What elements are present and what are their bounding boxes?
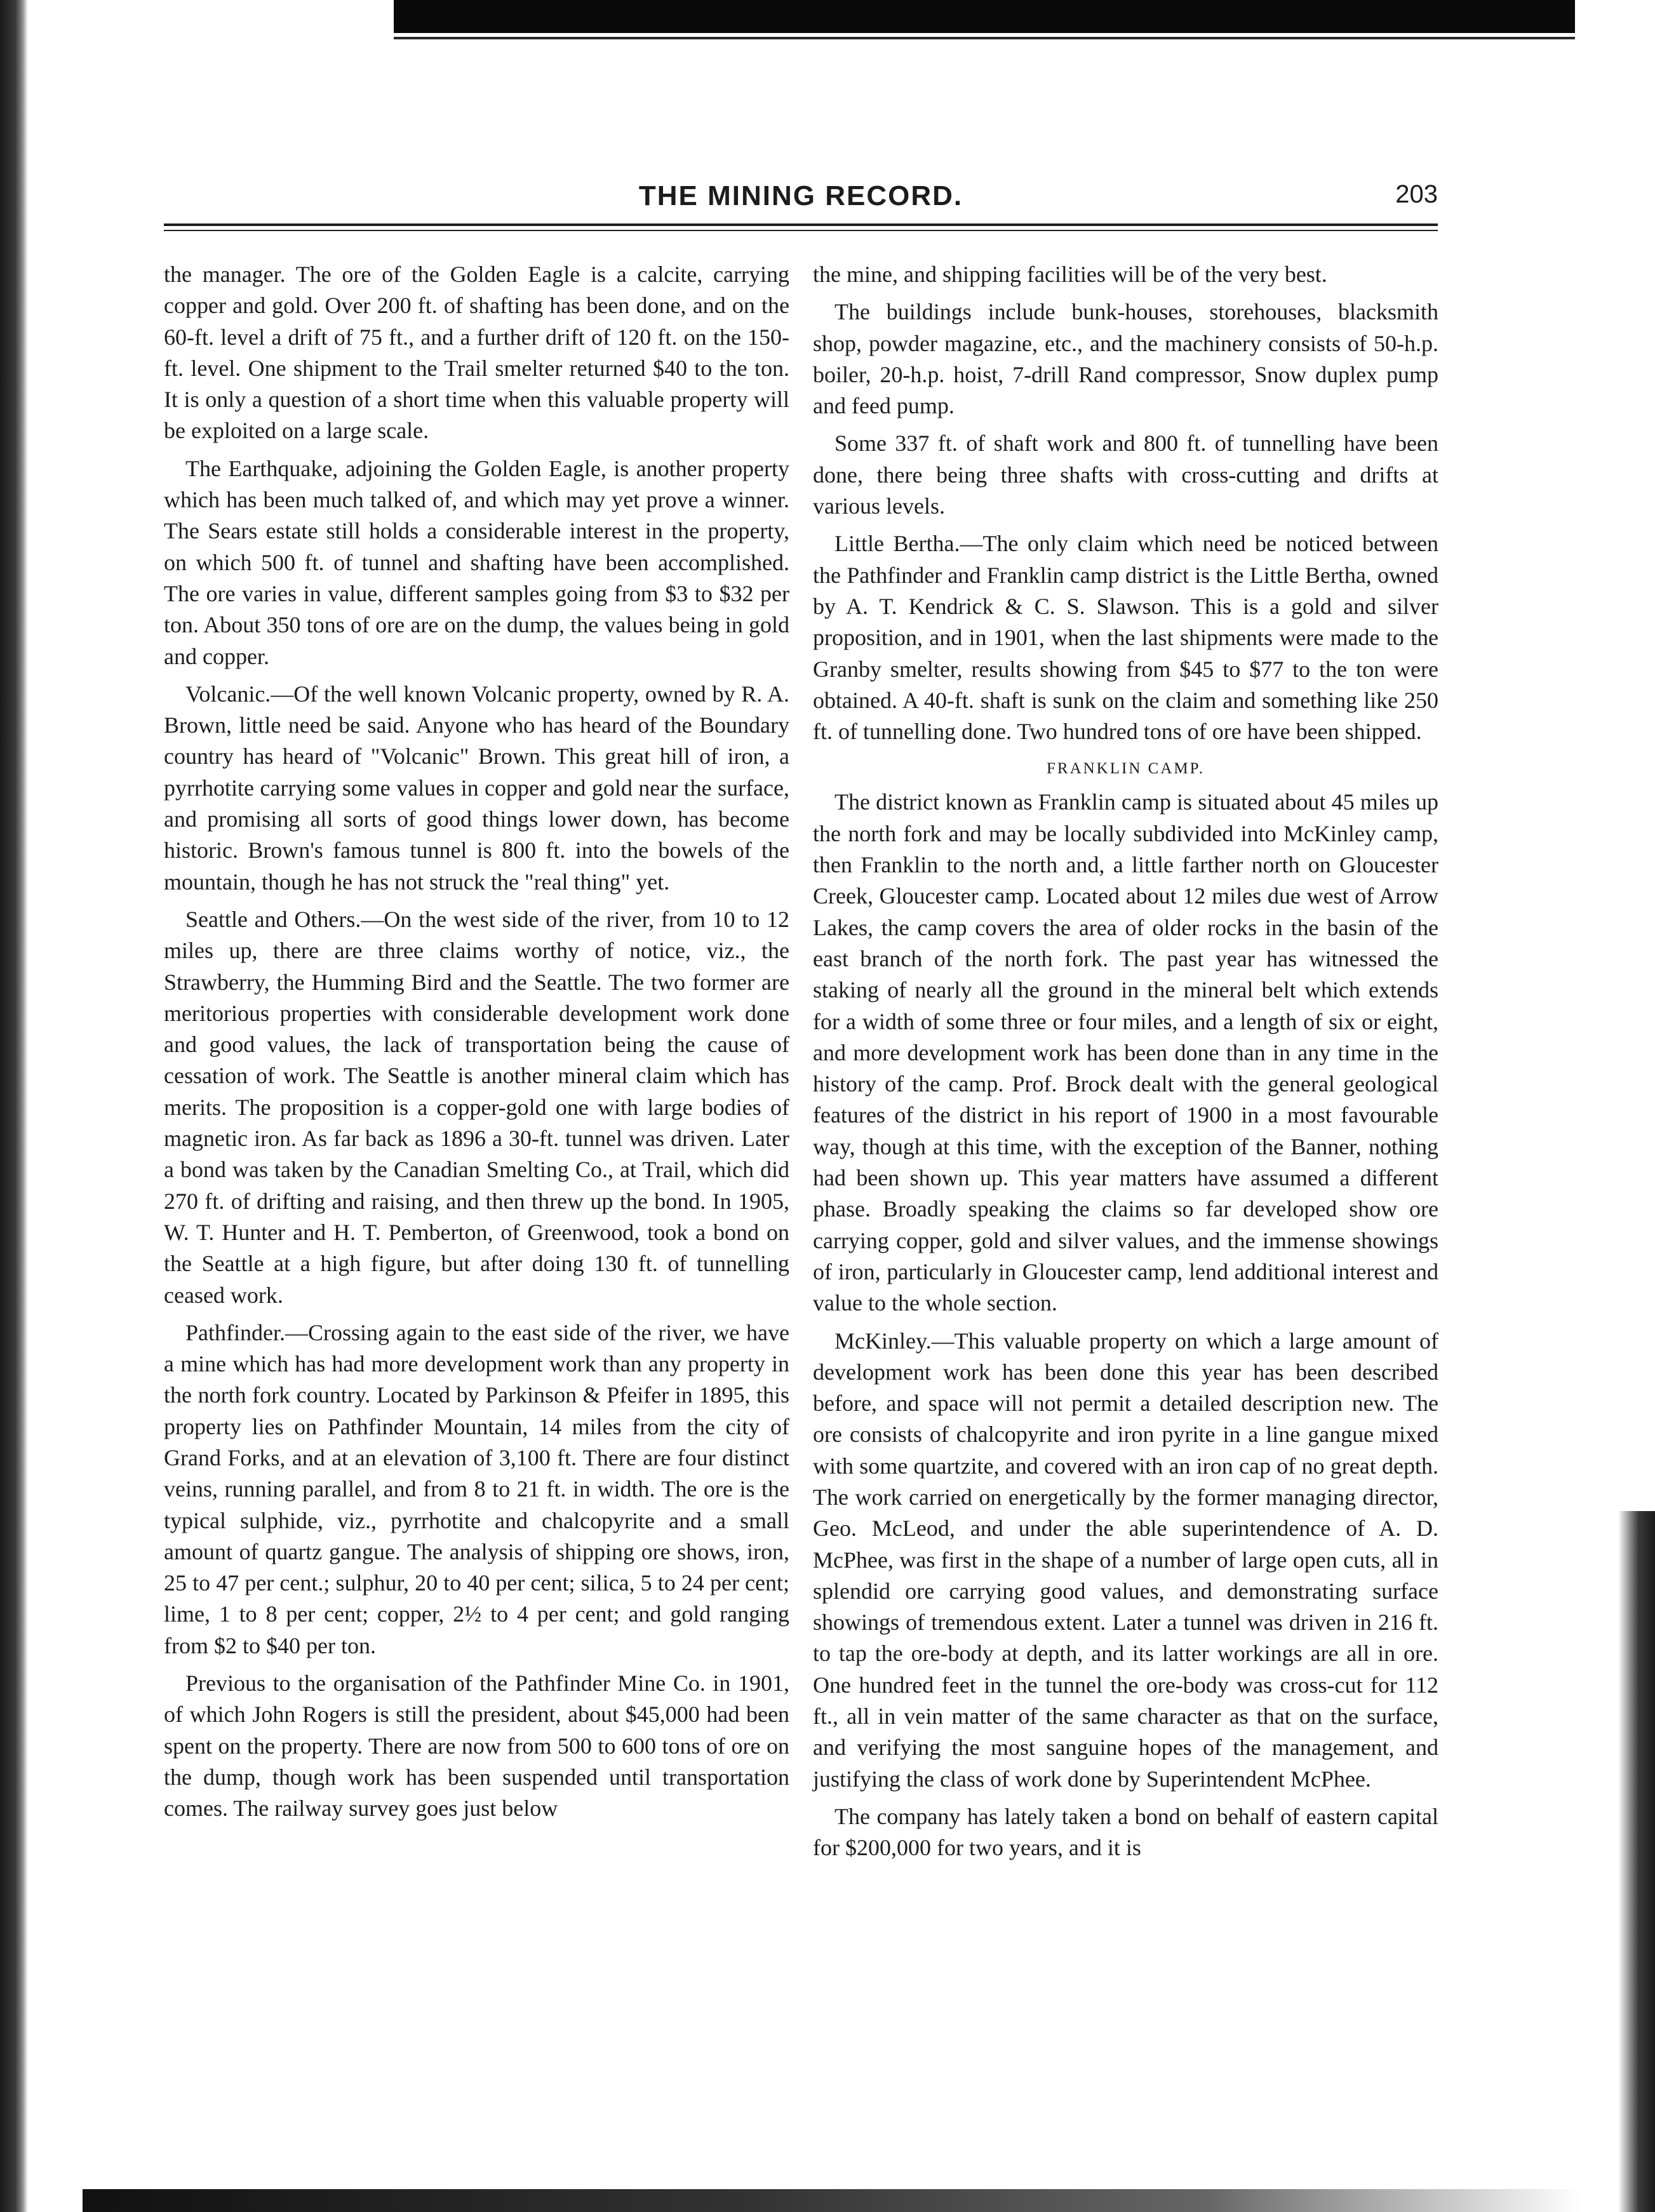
scan-right-edge-shadow — [1618, 1511, 1655, 2212]
paragraph: The company has lately taken a bond on behalf of eastern capital for $200,000 for two years, and it is — [813, 1803, 1438, 1861]
right-column — [813, 259, 1438, 1870]
section-heading: FRANKLIN CAMP. — [1047, 760, 1205, 778]
scan-top-border-line — [394, 37, 1575, 39]
scan-bottom-border — [83, 2189, 1581, 2212]
scan-top-border — [394, 0, 1575, 33]
page-title: THE MINING RECORD. — [638, 180, 963, 211]
scan-left-edge-shadow — [0, 0, 28, 2212]
paragraph: the mine, and shipping facilities will be of the very best. — [813, 262, 1327, 287]
header-rule-thin — [164, 230, 1438, 231]
paragraph: The buildings include bunk-houses, storehouses, blacksmith shop, powder magazine, etc., and the machinery consists of 50-h.p. boiler, 20-h.p. hoist, 7-drill Rand compressor, Snow duplex pump and feed pump. — [813, 299, 1438, 419]
running-header — [164, 178, 1438, 222]
paragraph: Volcanic.—Of the well known Volcanic property, owned by R. A. Brown, little need be said. Anyone who has heard of the Boundary country has heard of "Volcanic" Brown. This great hill of iron, a pyrrhotite carrying some values in copper and gold near the surface, and promising all sorts of good things lower down, has become historic. Brown's famous tunnel is 800 ft. into the bowels of the mountain, though he has not struck the "real thing" yet. — [164, 681, 789, 895]
paragraph: McKinley.—This valuable property on which a large amount of development work has been done this year has been described before, and space will not permit a detailed description new. The ore consists of chalcopyrite and iron pyrite in a line gangue mixed with some quartzite, and covered with an iron cap of no great depth. The work carried on energetically by the former managing director, Geo. McLeod, and under the able superintendence of A. D. McPhee, was first in the shape of a number of large open cuts, all in splendid ore carrying good values, and demonstrating surface showings of tremendous extent. Later a tunnel was driven in 216 ft. to tap the ore-body at depth, and its latter workings are all in ore. One hundred feet in the tunnel the ore-body was cross-cut for 112 ft., all in vein matter of the same character as that on the surface, and verifying the most sanguine hopes of the management, and justifying the class of work done by Superintendent McPhee. — [813, 1328, 1438, 1792]
paragraph: the manager. The ore of the Golden Eagle is a calcite, carrying copper and gold. Over 200 ft. of shafting has been done, and on the 60-ft. level a drift of 75 ft., and a further drift of 120 ft. on the 150-ft. level. One shipment to the Trail smelter returned $40 to the ton. It is only a question of a short time when this valuable property will be exploited on a large scale. — [164, 262, 789, 444]
paragraph: The district known as Franklin camp is situated about 45 miles up the north fork and may be locally subdivided into McKinley camp, then Franklin to the north and, a little farther north on Gloucester Creek, Gloucester camp. Located about 12 miles due west of Arrow Lakes, the camp covers the area of older rocks in the basin of the east branch of the north fork. The past year has witnessed the staking of nearly all the ground in the mineral belt which extends for a width of some three or four miles, and a length of six or eight, and more development work has been done than in any time in the history of the camp. Prof. Brock dealt with the general geological features of the district in his report of 1900 in a most favourable way, though at this time, with the exception of the Banner, nothing had been shown up. This year matters have assumed a different phase. Broadly speaking the claims so far developed show ore carrying copper, gold and silver values, and the immense showings of iron, particularly in Gloucester camp, lend additional interest and value to the whole section. — [813, 789, 1438, 1316]
paragraph: Pathfinder.—Crossing again to the east side of the river, we have a mine which has had more development work than any property in the north fork country. Located by Parkinson & Pfeifer in 1895, this property lies on Pathfinder Mountain, 14 miles from the city of Grand Forks, and at an elevation of 3,100 ft. There are four distinct veins, running parallel, and from 8 to 21 ft. in width. The ore is the typical sulphide, viz., pyrrhotite and chalcopyrite and a small amount of quartz gangue. The analysis of shipping ore shows, iron, 25 to 47 per cent.; sulphur, 20 to 40 per cent; silica, 5 to 24 per cent; lime, 1 to 8 per cent; copper, 2½ to 4 per cent; and gold ranging from $2 to $40 per ton. — [164, 1319, 789, 1658]
paragraph: The Earthquake, adjoining the Golden Eagle, is another property which has been much talked of, and which may yet prove a winner. The Sears estate still holds a considerable interest in the property, on which 500 ft. of tunnel and shafting have been accomplished. The ore varies in value, different samples going from $3 to $32 per ton. About 350 tons of ore are on the dump, the values being in gold and copper. — [164, 455, 789, 669]
paragraph: Little Bertha.—The only claim which need be noticed between the Pathfinder and Franklin camp district is the Little Bertha, owned by A. T. Kendrick & C. S. Slawson. This is a gold and silver proposition, and in 1901, when the last shipments were made to the Granby smelter, results showing from $45 to $77 to the ton were obtained. A 40-ft. shaft is sunk on the claim and something like 250 ft. of tunnelling done. Two hundred tons of ore have been shipped. — [813, 531, 1438, 745]
paragraph: Seattle and Others.—On the west side of the river, from 10 to 12 miles up, there are three claims worthy of notice, viz., the Strawberry, the Humming Bird and the Seattle. The two former are meritorious properties with considerable development work done and good values, the lack of transportation being the cause of cessation of work. The Seattle is another mineral claim which has merits. The proposition is a copper-gold one with large bodies of magnetic iron. As far back as 1896 a 30-ft. tunnel was driven. Later a bond was taken by the Canadian Smelting Co., at Trail, which did 270 ft. of drifting and raising, and then threw up the bond. In 1905, W. T. Hunter and H. T. Pemberton, of Greenwood, took a bond on the Seattle at a high figure, but after doing 130 ft. of tunnelling ceased work. — [164, 906, 789, 1308]
paragraph: Previous to the organisation of the Pathfinder Mine Co. in 1901, of which John Rogers is still the president, about $45,000 had been spent on the property. There are now from 500 to 600 tons of ore on the dump, though work has been suspended until transportation comes. The railway survey goes just below — [164, 1670, 789, 1822]
left-column — [164, 259, 789, 1831]
page-number: 203 — [1395, 180, 1438, 208]
header-rule-thick — [164, 223, 1438, 226]
paragraph: Some 337 ft. of shaft work and 800 ft. of tunnelling have been done, there being three shafts with cross-cutting and drifts at various levels. — [813, 430, 1438, 519]
